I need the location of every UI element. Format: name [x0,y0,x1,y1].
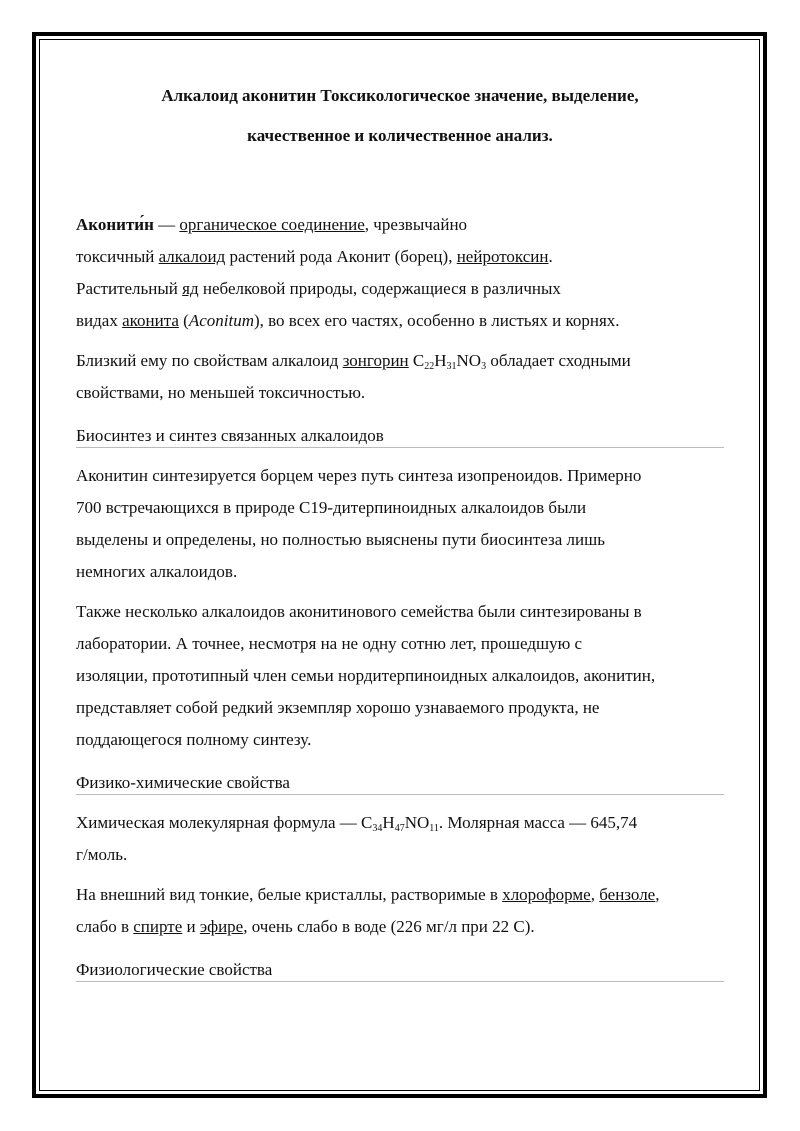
songorine-text-3: свойствами, но меньшей токсичностью. [76,383,366,402]
document-title [76,86,724,146]
intro-line-1 [76,209,724,241]
biosynthesis-p2-line: представляет собой редкий экземпляр хорошо узнаваемого продукта, не [76,698,600,717]
intro-text-4: . [548,247,553,266]
songorine-sub-c: 22 [424,361,435,372]
biosynthesis-p2-line: лаборатории. А точнее, несмотря на не одну сотню лет, прошедшую с [76,634,583,653]
physchem-formula-paragraph [76,807,724,871]
appearance-and: и [182,917,200,936]
songorine-formula-c: C [408,351,425,370]
intro-line-4 [76,305,724,337]
link-alkaloid[interactable]: алкалоид [158,247,226,266]
biosynthesis-paragraph-2 [76,596,724,756]
link-ether[interactable]: эфире [199,917,244,936]
songorine-text-2: обладает сходными [486,351,631,370]
biosynthesis-paragraph-1 [76,460,724,588]
link-organic-compound[interactable]: органическое соединение [179,215,365,234]
songorine-text-1: Близкий ему по свойствам алкалоид [76,351,343,370]
formula-suffix: . Молярная масса — 645,74 [438,813,638,832]
formula-no: NO [404,813,430,832]
appearance-comma-1: , [590,885,600,904]
intro-paragraph [76,209,724,337]
formula-prefix: Химическая молекулярная формула — C [76,813,373,832]
formula-sub-h: 47 [394,823,405,834]
intro-text-3: растений рода Аконит (борец), [225,247,457,266]
songorine-sub-h: 31 [446,361,457,372]
biosynthesis-p1-line: 700 встречающихся в природе С19-дитерпиноидных алкалоидов были [76,498,587,517]
formula-sub-c: 34 [372,823,383,834]
biosynthesis-p2-line: Также несколько алкалоидов аконитинового семейства были синтезированы в [76,602,642,621]
biosynthesis-p1-line: выделены и определены, но полностью выяснены пути биосинтеза лишь [76,530,605,549]
heading-physiology: Физиологические свойства [76,959,724,982]
songorine-sub-no: 3 [481,361,487,372]
biosynthesis-p1-line: Аконитин синтезируется борцем через путь синтеза изопреноидов. Примерно [76,466,642,485]
link-benzene[interactable]: бензоле [599,885,656,904]
term-aconitine: Аконити́н [76,215,154,234]
intro-line-2 [76,241,724,273]
link-alcohol[interactable]: спирте [133,917,183,936]
appearance-text-1: На внешний вид тонкие, белые кристаллы, растворимые в [76,885,503,904]
intro-text-6: небелковой природы, содержащиеся в различных [198,279,561,298]
songorine-paragraph [76,345,724,409]
link-songorine[interactable]: зонгорин [342,351,409,370]
biosynthesis-p1-line: немногих алкалоидов. [76,562,238,581]
link-poison[interactable]: яд [182,279,199,298]
appearance-comma-2: , [655,885,660,904]
latin-aconitum: Aconitum [188,311,254,330]
intro-text-2: токсичный [76,247,159,266]
formula-h: H [382,813,395,832]
biosynthesis-p2-line: изоляции, прототипный член семьи нордитерпиноидных алкалоидов, аконитин, [76,666,656,685]
title-line-2: качественное и количественное анализ. [247,126,553,145]
intro-line-3 [76,273,724,305]
appearance-text-3: , очень слабо в воде (226 мг/л при 22 С). [243,917,535,936]
physchem-appearance-paragraph [76,879,724,943]
link-aconite[interactable]: аконита [122,311,179,330]
intro-text-5: Растительный [76,279,183,298]
songorine-formula-h: H [434,351,447,370]
intro-text-9: ), во всех его частях, особенно в листьях и корнях. [253,311,620,330]
heading-biosynthesis: Биосинтез и синтез связанных алкалоидов [76,425,724,448]
intro-dash: — [153,215,180,234]
heading-physchem: Физико-химические свойства [76,772,724,795]
link-chloroform[interactable]: хлороформе [502,885,591,904]
molar-mass-unit: г/моль. [76,845,128,864]
biosynthesis-p2-line: поддающегося полному синтезу. [76,730,312,749]
songorine-formula-no: NO [456,351,482,370]
appearance-text-2: слабо в [76,917,134,936]
intro-text-8: ( [178,311,189,330]
intro-text-7: видах [76,311,123,330]
title-line-1: Алкалоид аконитин Токсикологическое значение, выделение, [161,86,639,105]
intro-text-1: , чрезвычайно [364,215,468,234]
document-body [76,80,724,982]
formula-sub-no: 11 [429,823,439,834]
link-neurotoxin[interactable]: нейротоксин [456,247,549,266]
